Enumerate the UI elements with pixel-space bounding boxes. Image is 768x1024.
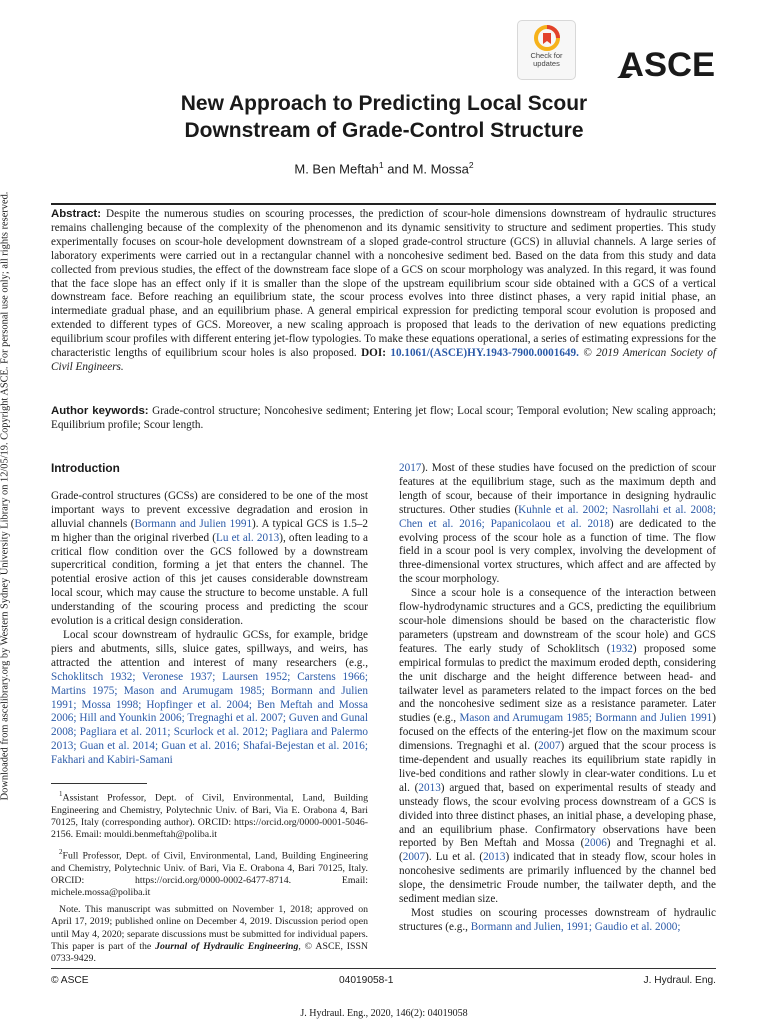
citation-links[interactable]: Schoklitsch 1932; Veronese 1937; Laursen 1952; Carstens 1966; Martins 1975; Mason and Arumugam 1985; Bormann and Julien 1991; Mossa 1998; Hopfinger et al. 2004; Ben Meftah and Mossa 2006; Hill and Younkin 2006; Tregnaghi et al. 2007; Guven and Gunal 2008; Pagliara et al. 2011; Scurlock et al. 2012; Pagliara and Palermo 2013; Guan et al. 2014; Guan et al. 2016; Shafai-Bejestan et al. 2016; Fakhari and Kabiri-Samani xyxy=(51,670,368,767)
badge-label-1: Check for xyxy=(530,51,563,60)
doi-link[interactable]: 10.1061/(ASCE)HY.1943-7900.0001649. xyxy=(390,347,579,360)
footnotes xyxy=(51,788,368,970)
title-line-2: Downstream of Grade-Control Structure xyxy=(184,119,584,142)
citation-link[interactable]: 2007 xyxy=(402,851,426,864)
footnote-note: Note. This manuscript was submitted on November 1, 2018; approved on April 17, 2019; published online on December 4, 2019. Discussion period open until May 4, 2020; separate discussions must be submitted for individual papers. This paper is part of the Journal of Hydraulic Engineering, © ASCE, ISSN 0733-9429. xyxy=(51,903,368,965)
footnote-1: $^1$Assistant Professor, Dept. of Civil, Environmental, Land, Building Engineering and Chemistry, Polytechnic Univ. of Bari, Via E. Orabona 4, Bari 70125, Italy (corresponding author). ORCID: https://orcid.org/0000-0001-5046-2156. Email: mouldi.benmeftah@poliba.it xyxy=(51,790,368,841)
intro-paragraph-3: Since a scour hole is a consequence of the interaction between flow-hydrodynamic structures and a GCS, predicting the equilibrium scour-hole dimensions should be based on the characteristic flow parameters (upstream and downstream of the scour hole) and GCS features. The early study of Schoklitsch (1932) proposed some empirical formulas to predict the maximum eroded depth, considering the unit discharge and the height difference between head- and tailwater level as parameters related to the impact forces on the bed and the noncohesive sediment size as a resistance parameter. Later studies (e.g., Mason and Arumugam 1985; Bormann and Julien 1991) focused on the effects of the entering-jet flow on the maximum scour dimensions. Tregnaghi et al. (2007) argued that the scour process is time-dependent and usually reaches its equilibrium state rapidly in live-bed conditions and rather slowly in clear-water conditions. Lu et al. (2013) argued that, based on experimental results of steady and unsteady flows, the scour evolving process downstream of a GCS is divided into three distinct phases, an initial phase, a developing phase, and an equilibrium phase. Confirmatory observations have been reported by Ben Meftah and Mossa (2006) and Tregnaghi et al. (2007). Lu et al. (2013) indicated that in steady flow, scour holes in noncohesive sediments are primarily influenced by the channel bed slope, the densimetric Froude number, the tailwater depth, and the sediment median size. xyxy=(399,587,716,906)
citation-links[interactable]: Mason and Arumugam 1985; Bormann and Julien 1991 xyxy=(459,712,713,725)
abstract-label: Abstract: xyxy=(51,208,102,220)
author-1: M. Ben Meftah xyxy=(294,161,379,177)
citation-link[interactable]: 2013 xyxy=(418,781,441,794)
footer-journal: J. Hydraul. Eng. xyxy=(643,975,716,986)
citation-links[interactable]: Kuhnle et al. 2002; Nasrollahi et al. 2008; Chen et al. 2016; Papanicolaou et al. 2018 xyxy=(399,503,716,530)
check-for-updates-badge[interactable] xyxy=(517,20,576,80)
asce-logo xyxy=(613,42,717,82)
citation-link[interactable]: Lu et al. 2013 xyxy=(216,531,280,544)
paper-title xyxy=(0,90,768,144)
citation-link[interactable]: 2013 xyxy=(483,851,506,864)
download-notice: Downloaded from ascelibrary.org by Western Sydney University Library on 12/05/19. Copyright ASCE. For personal use only; all rights reserved. xyxy=(0,191,11,801)
abstract-copyright: © 2019 American Society of Civil Engineers. xyxy=(51,347,717,373)
page-footer xyxy=(51,975,716,989)
check-for-updates-icon xyxy=(534,25,560,51)
citation-link[interactable]: 1932 xyxy=(610,642,633,655)
abstract xyxy=(51,208,716,375)
footer-copyright: © ASCE xyxy=(51,975,89,986)
footer-rule xyxy=(51,968,716,969)
left-column xyxy=(51,462,368,768)
intro-paragraph-4: Most studies on scouring processes downstream of hydraulic structures (e.g., Bormann and Julien, 1991; Gaudio et al. 2000; xyxy=(399,907,716,933)
citation-link[interactable]: Bormann and Julien 1991 xyxy=(134,517,253,530)
intro-paragraph-2: Local scour downstream of hydraulic GCSs, for example, bridge piers and abutments, sills, sluice gates, spillways, and weirs, has attracted the attention and interest of many researchers (e.g., Schoklitsch 1932; Veronese 1937; Laursen 1952; Carstens 1966; Martins 1975; Mason and Arumugam 1985; Bormann and Julien 1991; Mossa 1998; Hopfinger et al. 2004; Ben Meftah and Mossa 2006; Hill and Younkin 2006; Tregnaghi et al. 2007; Guven and Gunal 2008; Pagliara et al. 2011; Scurlock et al. 2012; Pagliara and Palermo 2013; Guan et al. 2014; Guan et al. 2016; Shafai-Bejestan et al. 2016; Fakhari and Kabiri-Samani xyxy=(51,628,368,767)
title-line-1: New Approach to Predicting Local Scour xyxy=(180,92,588,115)
author-2: M. Mossa xyxy=(412,161,469,177)
author-2-affil: 2 xyxy=(468,160,474,170)
author-1-affil: 1 xyxy=(378,160,384,170)
citation-links[interactable]: Bormann and Julien, 1991; Gaudio et al. 2000; xyxy=(470,920,681,933)
citation-link[interactable]: 2017 xyxy=(399,462,422,474)
citation-link[interactable]: 2007 xyxy=(538,740,561,753)
abstract-rule xyxy=(51,203,716,205)
journal-name: Journal of Hydraulic Engineering xyxy=(155,941,299,952)
author-keywords xyxy=(51,404,716,432)
intro-paragraph-2-cont: 2017). Most of these studies have focused on the prediction of scour features at the equilibrium stage, such as the maximum depth and length of scour, because of their importance in designing hydraulic structures. Other studies (Kuhnle et al. 2002; Nasrollahi et al. 2008; Chen et al. 2016; Papanicolaou et al. 2018) are dedicated to the evolving process of the scour hole as a function of time. The flow field in a scour pool is very complex, involving the development of three-dimensional vortex structures, which affect and are affected by the scour morphology. xyxy=(399,462,716,586)
abstract-text: Despite the numerous studies on scouring processes, the prediction of scour-hole dimensions downstream of hydraulic structures remains challenging because of the complexity of the phenomenon and its dynamic sensitivity to structure and sediment properties. This study experimentally focuses on scour-hole development downstream of a sloped grade-control structure (GCS) in alluvial channels. A large series of laboratory experiments were carried out in a rectangular channel with a noncohesive sediment bed. Based on the data from this study and data collected from previous studies, the effect of the downstream face slope of a GCS on scour morphology was analyzed. In this regard, it was found that the face slope has an effect only if it is smaller than the slope of the upstream equilibrium scour side obtained with a GCS of a vertical downstream face. Before reaching an equilibrium state, the scour process evolves into three distinct phases, a very rapid initial phase, an intermediate gradual phase, and an equilibrium phase. A general empirical expression for predicting temporal scour evolution is proposed and extended to different types of GCS. Moreover, a new scaling approach is proposed that leads to the derivation of new equations predicting equilibrium scour profiles with different entering jet-flow typologies. To make these equations operational, a series of estimating expressions for the characteristic lengths of equilibrium scour holes is also proposed. xyxy=(51,208,716,360)
footnote-rule xyxy=(51,783,147,784)
asce-logo-text: ASCE xyxy=(619,46,715,82)
citation-link[interactable]: 2006 xyxy=(584,837,607,850)
badge-label-2: updates xyxy=(533,59,560,68)
section-heading-introduction: Introduction xyxy=(51,461,120,475)
intro-paragraph-1: Grade-control structures (GCSs) are considered to be one of the most important ways to prevent excessive degradation and erosion in alluvial channels (Bormann and Julien 1991). A typical GCS is 1.5–2 m higher than the original riverbed (Lu et al. 2013), often leading to a critical flow condition over the GCS followed by a downstream supercritical condition, forming a jet that enters the channel. The potential erosive action of this jet causes considerable downstream local scour, which may cause the structure to become unstable. A full understanding of the scouring process and predicting the scour evolution is a critical design consideration. xyxy=(51,489,369,628)
right-column xyxy=(399,462,716,935)
keywords-label: Author keywords: xyxy=(51,405,149,417)
doi-label: DOI: xyxy=(361,347,386,360)
citation-line: J. Hydraul. Eng., 2020, 146(2): 04019058 xyxy=(300,1008,468,1019)
author-line xyxy=(0,160,768,176)
footnote-2: $^2$Full Professor, Dept. of Civil, Environmental, Land, Building Engineering and Chemistry, Polytechnic Univ. of Bari, Via E. Orabona 4, Bari 70125, Italy. ORCID: https://orcid.org/0000-0002-6477-8714. Email: michele.mossa@poliba.it xyxy=(51,847,368,899)
keywords-text: Grade-control structure; Noncohesive sediment; Entering jet flow; Local scour; Temporal evolution; New scaling approach; Equilibrium profile; Scour length. xyxy=(51,405,716,431)
footer-page-number: 04019058-1 xyxy=(339,975,394,986)
author-and: and xyxy=(383,161,413,177)
